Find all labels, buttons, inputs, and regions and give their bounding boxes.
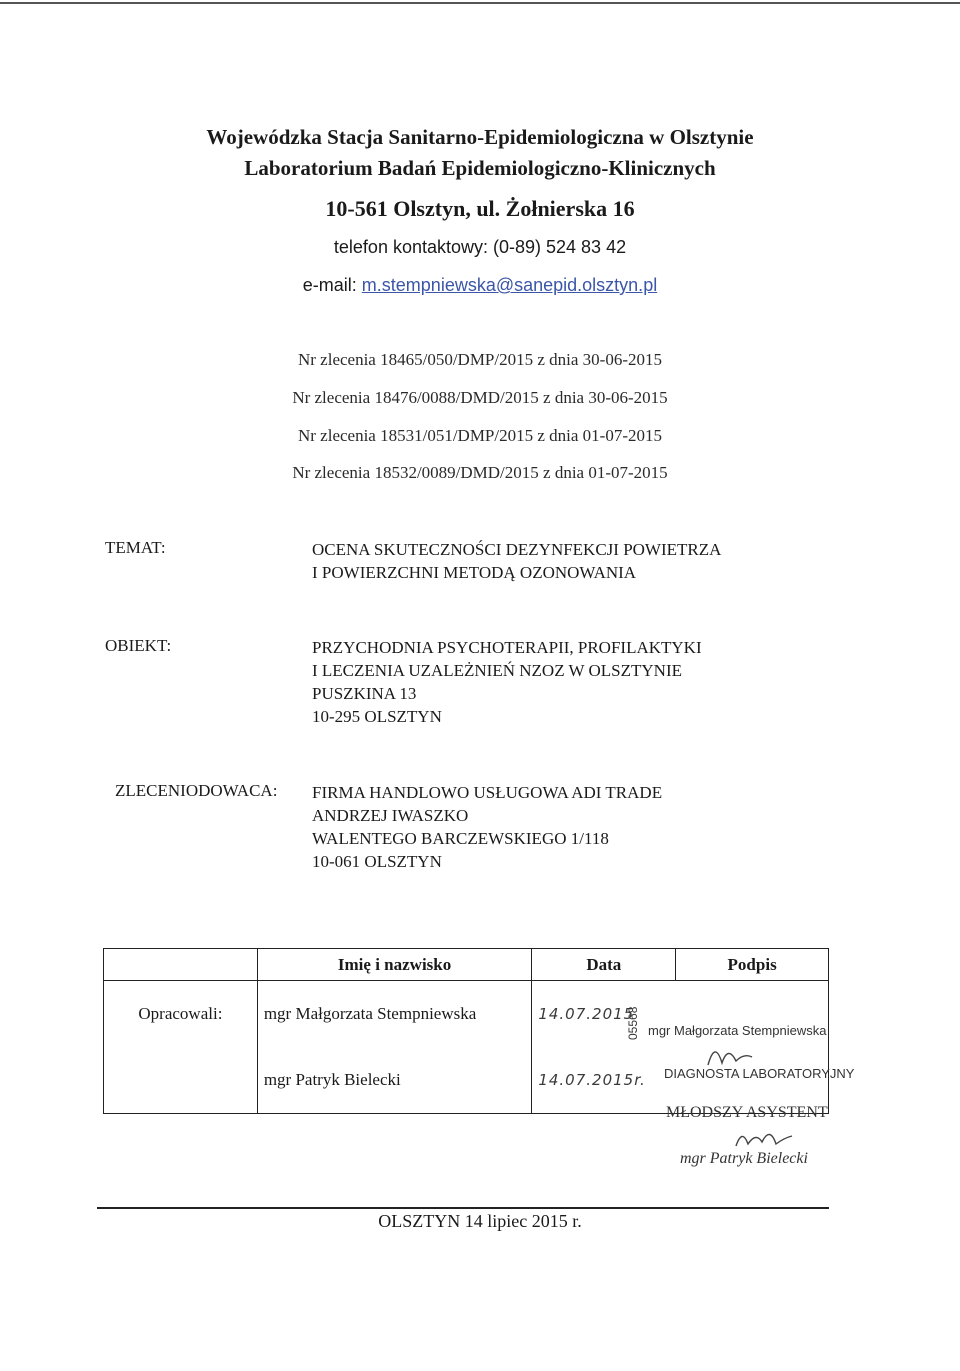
footer-place-date: OLSZTYN 14 lipiec 2015 r.: [378, 1211, 582, 1231]
stamp-title: DIAGNOSTA LABORATORYJNY: [664, 1066, 855, 1081]
order-number-2: Nr zlecenia 18476/0088/DMD/2015 z dnia 30-06-2015: [292, 388, 668, 407]
client-line: 10-061 OLSZTYN: [312, 852, 442, 871]
header-name: Imię i nazwisko: [257, 949, 532, 981]
stamp-name: mgr Małgorzata Stempniewska: [648, 1023, 827, 1038]
topic-value: [312, 538, 721, 584]
header-empty-cell: [104, 949, 258, 981]
stamp-position: MŁODSZY ASYSTENT: [666, 1104, 828, 1121]
handwritten-date: 14.07.2015r.: [532, 1047, 676, 1114]
stamp-number: 05568: [626, 1006, 640, 1040]
client-value: [312, 781, 662, 873]
client-label: ZLECENIODOWACA:: [115, 781, 278, 800]
object-line: PRZYCHODNIA PSYCHOTERAPII, PROFILAKTYKI: [312, 638, 702, 657]
topic-label: TEMAT:: [105, 538, 166, 557]
contact-email-line: [0, 275, 960, 296]
object-line: PUSZKINA 13: [312, 684, 417, 703]
header-date: Data: [532, 949, 676, 981]
client-line: FIRMA HANDLOWO USŁUGOWA ADI TRADE: [312, 783, 663, 802]
contact-phone: telefon kontaktowy: (0-89) 524 83 42: [333, 237, 627, 257]
topic-line: I POWIERZCHNI METODĄ OZONOWANIA: [312, 563, 637, 582]
order-number-3: Nr zlecenia 18531/051/DMP/2015 z dnia 01-07-2015: [297, 426, 662, 445]
client-line: WALENTEGO BARCZEWSKIEGO 1/118: [312, 829, 609, 848]
scan-edge-line: [0, 2, 960, 4]
object-value: [312, 636, 702, 728]
institution-name: Wojewódzka Stacja Sanitarno-Epidemiologiczna w Olsztynie: [206, 125, 754, 149]
object-line: I LECZENIA UZALEŻNIEŃ NZOZ W OLSZTYNIE: [312, 661, 682, 680]
handwritten-date: 14.07.2015: [532, 981, 676, 1048]
topic-line: OCENA SKUTECZNOŚCI DEZYNFEKCJI POWIETRZA: [312, 540, 722, 559]
email-link[interactable]: m.stempniewska@sanepid.olsztyn.pl: [361, 275, 658, 295]
signature-scribble-1: [700, 1035, 760, 1075]
footer-divider: [97, 1207, 829, 1209]
row-name: mgr Małgorzata Stempniewska: [257, 981, 532, 1048]
order-number-4: Nr zlecenia 18532/0089/DMD/2015 z dnia 01-07-2015: [292, 463, 668, 482]
stamp-signer-name: mgr Patryk Bielecki: [680, 1150, 808, 1167]
laboratory-name: Laboratorium Badań Epidemiologiczno-Klinicznych: [244, 156, 716, 180]
institution-address: 10-561 Olsztyn, ul. Żołnierska 16: [325, 196, 635, 221]
email-label: e-mail:: [302, 275, 362, 295]
row-name: mgr Patryk Bielecki: [257, 1047, 532, 1114]
row-role: Opracowali:: [104, 981, 258, 1048]
object-line: 10-295 OLSZTYN: [312, 707, 442, 726]
header-signature: Podpis: [676, 949, 829, 981]
row-role: [104, 1047, 258, 1114]
order-number-1: Nr zlecenia 18465/050/DMP/2015 z dnia 30-06-2015: [297, 350, 662, 369]
client-line: ANDRZEJ IWASZKO: [312, 806, 469, 825]
object-label: OBIEKT:: [105, 636, 172, 655]
